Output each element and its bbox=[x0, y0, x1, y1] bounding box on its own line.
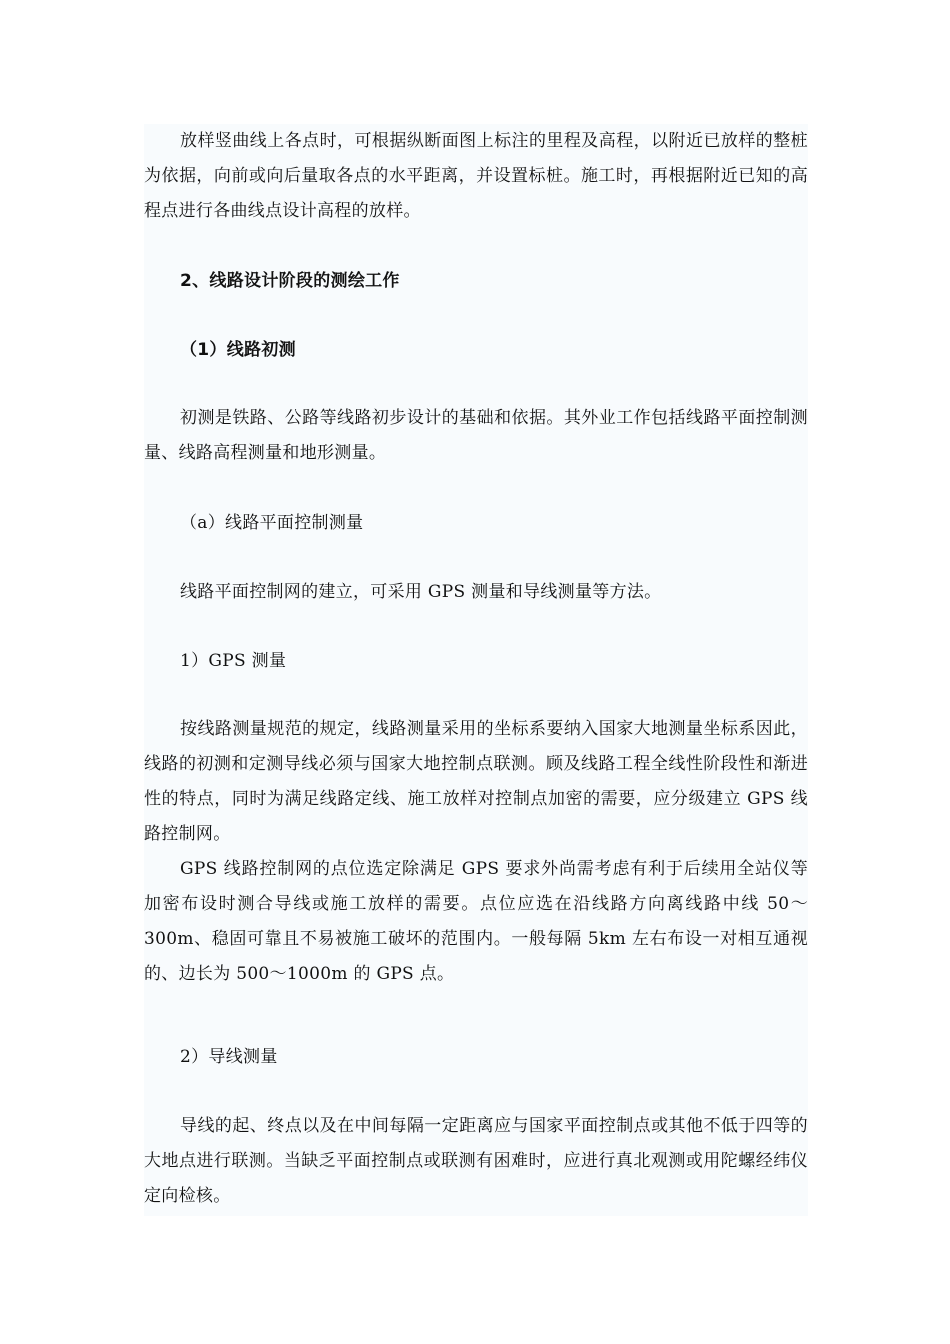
paragraph-preliminary-survey: 初测是铁路、公路等线路初步设计的基础和依据。其外业工作包括线路平面控制测量、线路高程测量和地形测量。 bbox=[144, 408, 808, 463]
paragraph-gps-coordinate-system: 按线路测量规范的规定，线路测量采用的坐标系要纳入国家大地测量坐标系因此，线路的初测和定测导线必须与国家大地控制点联测。顾及线路工程全线性阶段性和渐进性的特点，同时为满足线路定线、施工放样对控制点加密的需要，应分级建立 GPS 线路控制网。 bbox=[144, 719, 808, 844]
subheading-traverse-survey: 2）导线测量 bbox=[180, 1047, 278, 1067]
heading-route-preliminary-survey: （1）线路初测 bbox=[180, 340, 296, 360]
paragraph-plane-control-network: 线路平面控制网的建立，可采用 GPS 测量和导线测量等方法。 bbox=[180, 582, 662, 602]
subheading-plane-control-survey: （a）线路平面控制测量 bbox=[180, 513, 364, 533]
paragraph-traverse-connection: 导线的起、终点以及在中间每隔一定距离应与国家平面控制点或其他不低于四等的大地点进行联测。当缺乏平面控制点或联测有困难时，应进行真北观测或用陀螺经纬仪定向检核。 bbox=[144, 1116, 808, 1206]
heading-route-design-surveying: 2、线路设计阶段的测绘工作 bbox=[180, 271, 400, 291]
subheading-gps-survey: 1）GPS 测量 bbox=[180, 651, 287, 671]
document-page bbox=[144, 124, 808, 1216]
paragraph-vertical-curve-staking: 放样竖曲线上各点时，可根据纵断面图上标注的里程及高程，以附近已放样的整桩为依据，向前或向后量取各点的水平距离，并设置标桩。施工时，再根据附近已知的高程点进行各曲线点设计高程的放样。 bbox=[144, 131, 808, 221]
paragraph-gps-point-selection: GPS 线路控制网的点位选定除满足 GPS 要求外尚需考虑有利于后续用全站仪等加密布设时测合导线或施工放样的需要。点位应选在沿线路方向离线路中线 50～300m、稳固可靠且不易被施工破坏的范围内。一般每隔 5km 左右布设一对相互通视的、边长为 500～1000m 的 GPS 点。 bbox=[144, 859, 808, 984]
